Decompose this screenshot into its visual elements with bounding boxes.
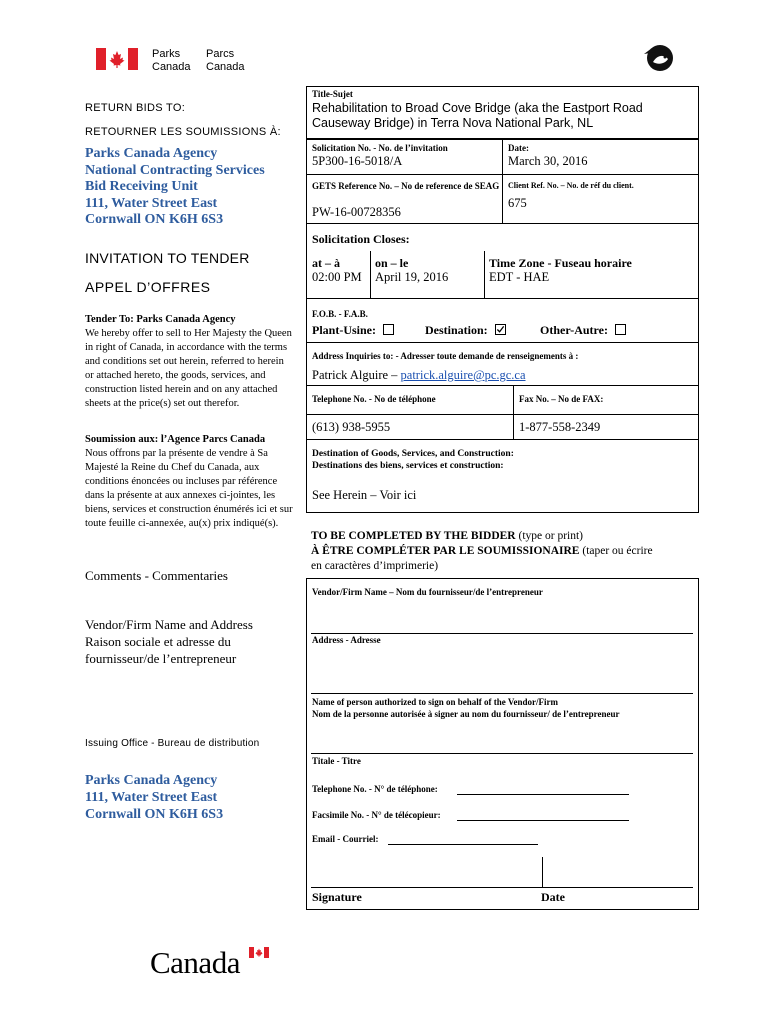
other-option[interactable] (540, 323, 626, 338)
address-inquiries-label: Address Inquiries to: - Adresser toute demande de renseignements à : (312, 351, 579, 361)
authorized-label-en: Name of person authorized to sign on behalf of the Vendor/Firm (312, 697, 558, 707)
timezone-label: Time Zone - Fuseau horaire (489, 256, 632, 270)
at-label: at – à (312, 256, 340, 270)
other-checkbox[interactable] (615, 324, 626, 335)
soumission-body: Nous offrons par la présente de vendre à Sa Majesté la Reine du Chef du Canada, aux conditions énoncées ou incluses par référence dans la présente at aux annexes ci-jointes, les biens, services et construction énumérés ici et sur toute feuille ci-annexée, au(x) prix indiqué(s). (85, 448, 293, 529)
date-box (502, 139, 699, 175)
issuing-address (85, 772, 223, 823)
invitation-en: INVITATION TO TENDER (85, 250, 250, 266)
signature-field[interactable] (311, 887, 693, 888)
soumission-title: Soumission aux: l’Agence Parcs Canada (85, 434, 266, 445)
bidder-heading (311, 529, 706, 574)
address-field-label: Address - Adresse (312, 635, 381, 645)
tel-label-box (306, 385, 514, 415)
fob-box (306, 298, 699, 343)
date-field-label: Date (541, 890, 565, 904)
fax-field-label: Facsimile No. - N° de télécopieur: (312, 810, 441, 820)
checkmark-icon (496, 325, 505, 334)
destination-goods-value: See Herein – Voir ici (312, 488, 417, 502)
tel-value-box (306, 414, 514, 440)
signature-label: Signature (312, 890, 362, 904)
client-ref-value: 675 (508, 196, 527, 210)
vendor-name-field[interactable] (311, 633, 693, 634)
other-label: Other-Autre: (540, 323, 608, 337)
on-value: April 19, 2016 (375, 270, 449, 284)
telephone-field-label: Telephone No. - N° de téléphone: (312, 784, 438, 794)
address-line: Cornwall ON K6H 6S3 (85, 212, 224, 227)
closes-label: Solicitation Closes: (312, 232, 410, 246)
soumission-block (85, 433, 295, 531)
destination-goods-box (306, 439, 699, 513)
tel-value: (613) 938-5955 (312, 420, 391, 434)
divider (370, 251, 371, 299)
gets-ref-value: PW-16-00728356 (312, 205, 401, 219)
plant-label: Plant-Usine: (312, 323, 376, 337)
authorized-person-field[interactable] (311, 753, 693, 754)
bidder-box (306, 578, 699, 910)
title-box (306, 86, 699, 139)
destination-goods-label-fr: Destinations des biens, services et construction: (312, 461, 504, 471)
vendor-label-line: Raison sociale et adresse du (85, 634, 231, 649)
tender-to-title: Tender To: Parks Canada Agency (85, 314, 236, 325)
fax-field[interactable] (457, 820, 629, 821)
address-line: Bid Receiving Unit (85, 179, 198, 194)
address-line: National Contracting Services (85, 162, 265, 178)
plant-option[interactable] (312, 323, 394, 338)
fax-label: Fax No. – No de FAX: (519, 394, 604, 404)
solicitation-no-value: 5P300-16-5018/A (312, 154, 403, 168)
contact-name: Patrick Alguire – (312, 368, 398, 382)
canada-wordmark (150, 945, 240, 981)
gets-ref-label: GETS Reference No. – No de reference de SEAG (312, 181, 500, 191)
destination-goods-label (312, 448, 514, 472)
email-field-label: Email - Courriel: (312, 834, 379, 844)
invitation-fr: APPEL D’OFFRES (85, 279, 211, 295)
solicitation-closes-box (306, 223, 699, 299)
gets-ref-box (306, 174, 503, 224)
timezone-value: EDT - HAE (489, 270, 550, 284)
on-label: on – le (375, 256, 409, 270)
address-line: Cornwall ON K6H 6S3 (85, 807, 224, 822)
date-label: Date: (508, 143, 529, 153)
parks-canada-beaver-emblem-icon (640, 40, 676, 74)
plant-checkbox[interactable] (383, 324, 394, 335)
return-bids-label: RETURN BIDS TO: (85, 102, 186, 114)
title-label: Title-Sujet (312, 89, 353, 99)
telephone-field[interactable] (457, 794, 629, 795)
vendor-name-label: Vendor/Firm Name – Nom du fournisseur/de l’entrepreneur (312, 587, 543, 597)
title-field-label: Titale - Titre (312, 756, 361, 766)
destination-goods-label-en: Destination of Goods, Services, and Construction: (312, 449, 514, 459)
address-field[interactable] (311, 693, 693, 694)
issuing-office-label: Issuing Office - Bureau de distribution (85, 738, 260, 749)
divider (542, 857, 543, 887)
wordmark-flag-icon (249, 947, 269, 958)
authorized-label-fr: Nom de la personne autorisée à signer au nom du fournisseur/ de l’entrepreneur (312, 709, 620, 719)
bidder-heading-en-note: (type or print) (518, 530, 583, 542)
destination-label: Destination: (425, 323, 488, 337)
solicitation-no-label: Solicitation No. - No. de l’invitation (312, 143, 448, 153)
contact-email-link[interactable]: patrick.alguire@pc.gc.ca (400, 368, 526, 382)
tender-to-block (85, 313, 295, 411)
fob-label: F.O.B. - F.A.B. (312, 309, 368, 319)
solicitation-no-box (306, 139, 503, 175)
vendor-label-line: Vendor/Firm Name and Address (85, 617, 253, 632)
comments-label: Comments - Commentaries (85, 568, 228, 583)
bidder-heading-fr-cont: en caractères d’imprimerie) (311, 560, 439, 572)
address-line: 111, Water Street East (85, 195, 218, 211)
address-line: Parks Canada Agency (85, 146, 218, 161)
client-ref-label: Client Ref. No. – No. de réf du client. (508, 181, 634, 190)
address-line: 111, Water Street East (85, 790, 218, 805)
vendor-label-line: fournisseur/de l’entrepreneur (85, 651, 237, 666)
tender-to-body: We hereby offer to sell to Her Majesty the Queen in right of Canada, in accordance with the terms and conditions set out herein, referred to herein or attached hereto, the goods, services, and construction listed herein and on any attached sheets at the price(s) set out therefor. (85, 328, 292, 409)
bidder-heading-fr: À ÊTRE COMPLÉTER PAR LE SOUMISSIONAIRE (311, 545, 580, 557)
retourner-label: RETOURNER LES SOUMISSIONS À: (85, 126, 281, 138)
vendor-address-label (85, 616, 295, 667)
authorized-person-label (312, 696, 620, 720)
date-value: March 30, 2016 (508, 154, 588, 168)
canada-flag-icon (96, 48, 138, 70)
parks-en-1: Parks (152, 48, 181, 60)
fax-label-box (513, 385, 699, 415)
contact-line (312, 368, 526, 383)
destination-option[interactable] (425, 323, 506, 338)
at-value: 02:00 PM (312, 270, 362, 284)
parks-en-2: Canada (152, 61, 191, 73)
email-field[interactable] (388, 844, 538, 845)
parks-fr-2: Canada (206, 61, 245, 73)
bidder-heading-en: TO BE COMPLETED BY THE BIDDER (311, 530, 516, 542)
destination-checkbox[interactable] (495, 324, 506, 335)
address-inquiries-box (306, 342, 699, 386)
divider (484, 251, 485, 299)
tel-label: Telephone No. - No de téléphone (312, 394, 436, 404)
client-ref-box (502, 174, 699, 224)
title-value: Rehabilitation to Broad Cove Bridge (aka the Eastport Road Causeway Bridge) in Terra Nova National Park, NL (312, 101, 643, 130)
fax-value-box (513, 414, 699, 440)
parks-canada-logotype (152, 48, 260, 74)
canada-wordmark-text: Canada (150, 945, 240, 980)
address-line: Parks Canada Agency (85, 773, 218, 788)
parks-fr-1: Parcs (206, 48, 235, 60)
bidder-heading-fr-note: (taper ou écrire (582, 545, 653, 557)
return-address (85, 146, 265, 229)
fax-value: 1-877-558-2349 (519, 420, 601, 434)
